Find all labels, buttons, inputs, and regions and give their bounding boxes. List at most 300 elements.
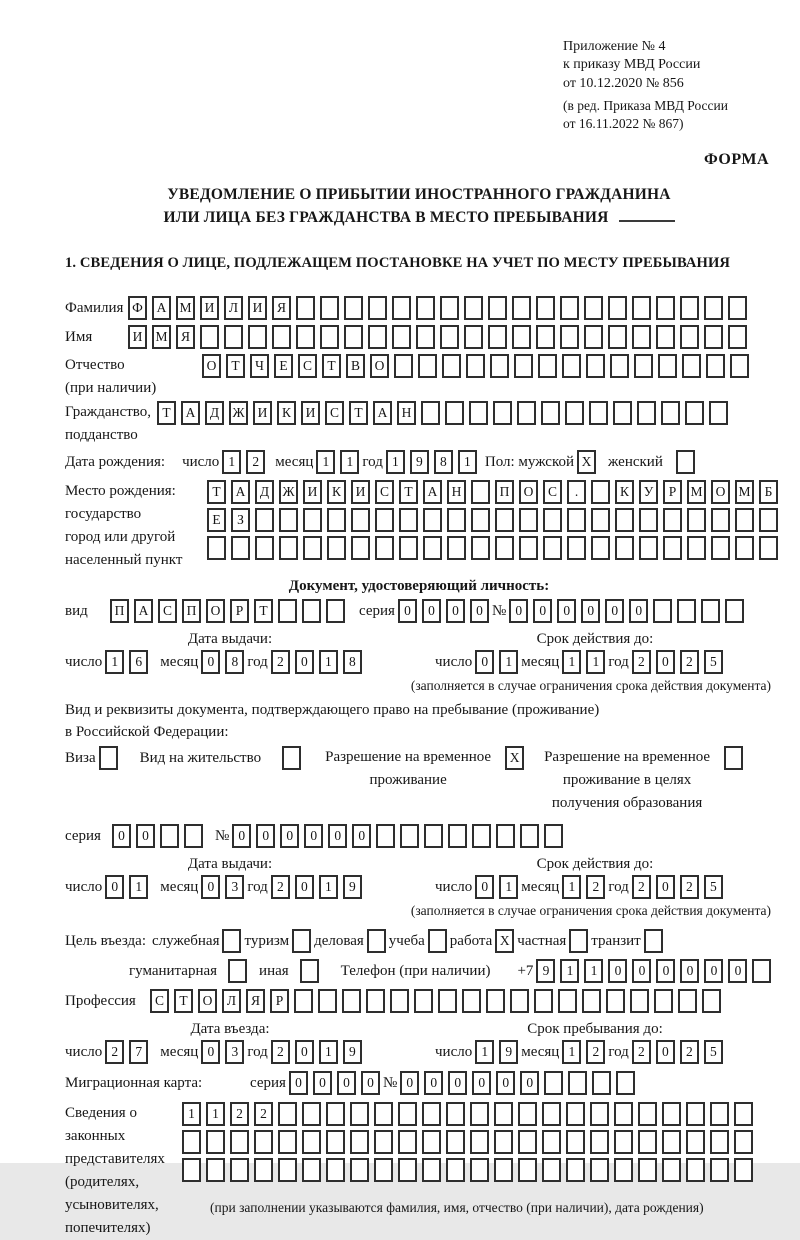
char-box[interactable]: С bbox=[325, 401, 344, 425]
char-box[interactable]: 0 bbox=[400, 1071, 419, 1095]
char-box[interactable] bbox=[518, 1102, 537, 1126]
char-box[interactable] bbox=[422, 1102, 441, 1126]
char-box[interactable]: 2 bbox=[632, 1040, 651, 1064]
char-box[interactable] bbox=[567, 508, 586, 532]
char-box[interactable]: X bbox=[577, 450, 596, 474]
char-box[interactable]: Н bbox=[397, 401, 416, 425]
char-box[interactable] bbox=[538, 354, 557, 378]
char-box[interactable]: П bbox=[182, 599, 201, 623]
char-box[interactable] bbox=[542, 1102, 561, 1126]
char-box[interactable] bbox=[514, 354, 533, 378]
char-box[interactable] bbox=[519, 508, 538, 532]
char-box[interactable] bbox=[496, 824, 515, 848]
char-box[interactable] bbox=[678, 989, 697, 1013]
char-box[interactable] bbox=[512, 296, 531, 320]
char-box[interactable]: 0 bbox=[280, 824, 299, 848]
char-box[interactable] bbox=[375, 508, 394, 532]
char-box[interactable]: О bbox=[198, 989, 217, 1013]
char-box[interactable] bbox=[630, 989, 649, 1013]
char-box[interactable] bbox=[494, 1102, 513, 1126]
char-box[interactable]: 2 bbox=[680, 1040, 699, 1064]
char-box[interactable] bbox=[662, 1130, 681, 1154]
char-box[interactable] bbox=[292, 929, 311, 953]
char-box[interactable] bbox=[615, 536, 634, 560]
char-box[interactable] bbox=[488, 325, 507, 349]
char-box[interactable] bbox=[447, 508, 466, 532]
char-box[interactable]: О bbox=[519, 480, 538, 504]
char-box[interactable]: А bbox=[181, 401, 200, 425]
char-box[interactable] bbox=[590, 1158, 609, 1182]
char-box[interactable]: 1 bbox=[386, 450, 405, 474]
char-box[interactable] bbox=[610, 354, 629, 378]
char-box[interactable] bbox=[566, 1102, 585, 1126]
char-box[interactable] bbox=[206, 1158, 225, 1182]
char-box[interactable] bbox=[207, 536, 226, 560]
char-box[interactable]: 1 bbox=[222, 450, 241, 474]
char-box[interactable] bbox=[464, 296, 483, 320]
char-box[interactable] bbox=[471, 480, 490, 504]
char-box[interactable] bbox=[470, 1130, 489, 1154]
char-box[interactable] bbox=[446, 1130, 465, 1154]
char-box[interactable]: 1 bbox=[586, 650, 605, 674]
char-box[interactable] bbox=[222, 929, 241, 953]
char-box[interactable] bbox=[326, 1158, 345, 1182]
char-box[interactable] bbox=[734, 1130, 753, 1154]
char-box[interactable] bbox=[724, 746, 743, 770]
char-box[interactable]: 7 bbox=[129, 1040, 148, 1064]
char-box[interactable]: И bbox=[248, 296, 267, 320]
char-box[interactable]: Е bbox=[274, 354, 293, 378]
char-box[interactable] bbox=[300, 959, 319, 983]
char-box[interactable]: 1 bbox=[182, 1102, 201, 1126]
char-box[interactable]: 0 bbox=[475, 650, 494, 674]
char-box[interactable] bbox=[676, 450, 695, 474]
char-box[interactable]: А bbox=[152, 296, 171, 320]
char-box[interactable]: А bbox=[373, 401, 392, 425]
char-box[interactable]: 0 bbox=[201, 650, 220, 674]
char-box[interactable]: 0 bbox=[328, 824, 347, 848]
char-box[interactable]: 0 bbox=[608, 959, 627, 983]
char-box[interactable]: 1 bbox=[319, 1040, 338, 1064]
char-box[interactable] bbox=[182, 1158, 201, 1182]
char-box[interactable] bbox=[414, 989, 433, 1013]
char-box[interactable]: 2 bbox=[632, 650, 651, 674]
char-box[interactable]: 0 bbox=[136, 824, 155, 848]
char-box[interactable] bbox=[517, 401, 536, 425]
char-box[interactable] bbox=[639, 536, 658, 560]
char-box[interactable] bbox=[231, 536, 250, 560]
char-box[interactable] bbox=[541, 401, 560, 425]
char-box[interactable] bbox=[448, 824, 467, 848]
char-box[interactable]: И bbox=[253, 401, 272, 425]
char-box[interactable] bbox=[494, 1130, 513, 1154]
char-box[interactable] bbox=[462, 989, 481, 1013]
char-box[interactable]: Я bbox=[272, 296, 291, 320]
char-box[interactable] bbox=[632, 296, 651, 320]
char-box[interactable]: 5 bbox=[704, 875, 723, 899]
char-box[interactable]: 0 bbox=[201, 875, 220, 899]
char-box[interactable] bbox=[586, 354, 605, 378]
char-box[interactable] bbox=[279, 508, 298, 532]
char-box[interactable]: 0 bbox=[289, 1071, 308, 1095]
char-box[interactable]: Т bbox=[226, 354, 245, 378]
char-box[interactable] bbox=[470, 1158, 489, 1182]
char-box[interactable]: Т bbox=[157, 401, 176, 425]
char-box[interactable] bbox=[278, 599, 297, 623]
char-box[interactable] bbox=[634, 354, 653, 378]
char-box[interactable] bbox=[224, 325, 243, 349]
char-box[interactable] bbox=[565, 401, 584, 425]
char-box[interactable]: С bbox=[375, 480, 394, 504]
char-box[interactable]: О bbox=[711, 480, 730, 504]
char-box[interactable]: 5 bbox=[704, 650, 723, 674]
char-box[interactable]: 2 bbox=[586, 1040, 605, 1064]
char-box[interactable] bbox=[296, 325, 315, 349]
char-box[interactable]: 1 bbox=[319, 650, 338, 674]
char-box[interactable]: 0 bbox=[352, 824, 371, 848]
char-box[interactable]: Е bbox=[207, 508, 226, 532]
char-box[interactable] bbox=[374, 1102, 393, 1126]
char-box[interactable]: Т bbox=[399, 480, 418, 504]
char-box[interactable]: 5 bbox=[704, 1040, 723, 1064]
char-box[interactable]: 1 bbox=[499, 650, 518, 674]
char-box[interactable] bbox=[632, 325, 651, 349]
char-box[interactable] bbox=[682, 354, 701, 378]
char-box[interactable] bbox=[608, 325, 627, 349]
char-box[interactable]: 2 bbox=[680, 650, 699, 674]
char-box[interactable] bbox=[318, 989, 337, 1013]
char-box[interactable]: 1 bbox=[458, 450, 477, 474]
char-box[interactable]: 0 bbox=[470, 599, 489, 623]
char-box[interactable] bbox=[254, 1130, 273, 1154]
char-box[interactable]: 0 bbox=[629, 599, 648, 623]
char-box[interactable] bbox=[582, 989, 601, 1013]
char-box[interactable]: 0 bbox=[295, 1040, 314, 1064]
char-box[interactable] bbox=[428, 929, 447, 953]
char-box[interactable]: 9 bbox=[499, 1040, 518, 1064]
char-box[interactable] bbox=[495, 536, 514, 560]
char-box[interactable] bbox=[639, 508, 658, 532]
char-box[interactable] bbox=[228, 959, 247, 983]
char-box[interactable]: 8 bbox=[225, 650, 244, 674]
char-box[interactable] bbox=[728, 296, 747, 320]
char-box[interactable] bbox=[706, 354, 725, 378]
char-box[interactable]: 0 bbox=[446, 599, 465, 623]
char-box[interactable]: 0 bbox=[448, 1071, 467, 1095]
char-box[interactable] bbox=[520, 824, 539, 848]
char-box[interactable] bbox=[392, 325, 411, 349]
char-box[interactable] bbox=[440, 296, 459, 320]
char-box[interactable] bbox=[759, 508, 778, 532]
char-box[interactable] bbox=[302, 599, 321, 623]
char-box[interactable]: П bbox=[110, 599, 129, 623]
char-box[interactable] bbox=[710, 1102, 729, 1126]
char-box[interactable] bbox=[160, 824, 179, 848]
char-box[interactable] bbox=[422, 1158, 441, 1182]
char-box[interactable] bbox=[680, 325, 699, 349]
char-box[interactable]: Р bbox=[270, 989, 289, 1013]
char-box[interactable]: 1 bbox=[560, 959, 579, 983]
char-box[interactable] bbox=[421, 401, 440, 425]
char-box[interactable] bbox=[606, 989, 625, 1013]
char-box[interactable] bbox=[710, 1130, 729, 1154]
char-box[interactable] bbox=[182, 1130, 201, 1154]
char-box[interactable] bbox=[662, 1102, 681, 1126]
char-box[interactable] bbox=[374, 1130, 393, 1154]
char-box[interactable] bbox=[254, 1158, 273, 1182]
char-box[interactable]: 9 bbox=[343, 875, 362, 899]
char-box[interactable]: 1 bbox=[562, 875, 581, 899]
char-box[interactable]: Р bbox=[230, 599, 249, 623]
char-box[interactable]: 2 bbox=[230, 1102, 249, 1126]
char-box[interactable] bbox=[272, 325, 291, 349]
char-box[interactable]: 0 bbox=[313, 1071, 332, 1095]
char-box[interactable]: К bbox=[615, 480, 634, 504]
char-box[interactable]: 0 bbox=[605, 599, 624, 623]
char-box[interactable] bbox=[711, 536, 730, 560]
char-box[interactable] bbox=[584, 296, 603, 320]
char-box[interactable]: 0 bbox=[398, 599, 417, 623]
char-box[interactable]: И bbox=[128, 325, 147, 349]
char-box[interactable]: 1 bbox=[562, 1040, 581, 1064]
char-box[interactable]: 0 bbox=[472, 1071, 491, 1095]
char-box[interactable]: 0 bbox=[475, 875, 494, 899]
char-box[interactable] bbox=[255, 536, 274, 560]
char-box[interactable] bbox=[568, 1071, 587, 1095]
char-box[interactable] bbox=[725, 599, 744, 623]
char-box[interactable] bbox=[320, 296, 339, 320]
char-box[interactable]: 8 bbox=[434, 450, 453, 474]
char-box[interactable] bbox=[589, 401, 608, 425]
char-box[interactable] bbox=[326, 599, 345, 623]
char-box[interactable] bbox=[230, 1158, 249, 1182]
char-box[interactable] bbox=[326, 1130, 345, 1154]
char-box[interactable] bbox=[302, 1158, 321, 1182]
char-box[interactable] bbox=[654, 989, 673, 1013]
char-box[interactable]: 0 bbox=[656, 650, 675, 674]
char-box[interactable] bbox=[303, 508, 322, 532]
char-box[interactable]: 0 bbox=[704, 959, 723, 983]
char-box[interactable] bbox=[278, 1102, 297, 1126]
char-box[interactable] bbox=[400, 824, 419, 848]
char-box[interactable] bbox=[661, 401, 680, 425]
char-box[interactable] bbox=[687, 508, 706, 532]
char-box[interactable] bbox=[296, 296, 315, 320]
char-box[interactable] bbox=[735, 536, 754, 560]
char-box[interactable] bbox=[447, 536, 466, 560]
char-box[interactable] bbox=[418, 354, 437, 378]
char-box[interactable] bbox=[376, 824, 395, 848]
char-box[interactable]: Ж bbox=[279, 480, 298, 504]
char-box[interactable] bbox=[394, 354, 413, 378]
char-box[interactable] bbox=[368, 325, 387, 349]
char-box[interactable]: 0 bbox=[112, 824, 131, 848]
char-box[interactable] bbox=[282, 746, 301, 770]
char-box[interactable]: 1 bbox=[584, 959, 603, 983]
char-box[interactable] bbox=[344, 325, 363, 349]
char-box[interactable] bbox=[702, 989, 721, 1013]
char-box[interactable] bbox=[512, 325, 531, 349]
char-box[interactable] bbox=[423, 508, 442, 532]
char-box[interactable]: 2 bbox=[105, 1040, 124, 1064]
char-box[interactable]: 9 bbox=[410, 450, 429, 474]
char-box[interactable] bbox=[592, 1071, 611, 1095]
char-box[interactable]: А bbox=[231, 480, 250, 504]
char-box[interactable] bbox=[350, 1102, 369, 1126]
char-box[interactable] bbox=[416, 296, 435, 320]
char-box[interactable] bbox=[734, 1158, 753, 1182]
char-box[interactable]: 2 bbox=[246, 450, 265, 474]
char-box[interactable] bbox=[638, 1102, 657, 1126]
char-box[interactable]: П bbox=[495, 480, 514, 504]
char-box[interactable] bbox=[644, 929, 663, 953]
char-box[interactable] bbox=[446, 1158, 465, 1182]
char-box[interactable]: М bbox=[176, 296, 195, 320]
char-box[interactable] bbox=[704, 325, 723, 349]
char-box[interactable]: 2 bbox=[254, 1102, 273, 1126]
char-box[interactable] bbox=[518, 1158, 537, 1182]
char-box[interactable] bbox=[536, 296, 555, 320]
char-box[interactable]: Н bbox=[447, 480, 466, 504]
char-box[interactable] bbox=[424, 824, 443, 848]
char-box[interactable]: И bbox=[301, 401, 320, 425]
char-box[interactable]: М bbox=[735, 480, 754, 504]
char-box[interactable] bbox=[350, 1158, 369, 1182]
char-box[interactable] bbox=[663, 536, 682, 560]
char-box[interactable] bbox=[200, 325, 219, 349]
char-box[interactable] bbox=[613, 401, 632, 425]
char-box[interactable]: К bbox=[277, 401, 296, 425]
char-box[interactable]: 0 bbox=[533, 599, 552, 623]
char-box[interactable] bbox=[342, 989, 361, 1013]
char-box[interactable] bbox=[392, 296, 411, 320]
char-box[interactable]: 1 bbox=[206, 1102, 225, 1126]
char-box[interactable]: 9 bbox=[343, 1040, 362, 1064]
char-box[interactable] bbox=[544, 1071, 563, 1095]
char-box[interactable] bbox=[399, 508, 418, 532]
char-box[interactable]: 0 bbox=[656, 959, 675, 983]
char-box[interactable]: О bbox=[370, 354, 389, 378]
char-box[interactable] bbox=[230, 1130, 249, 1154]
char-box[interactable] bbox=[567, 536, 586, 560]
char-box[interactable]: 3 bbox=[225, 1040, 244, 1064]
char-box[interactable]: И bbox=[200, 296, 219, 320]
char-box[interactable]: 0 bbox=[632, 959, 651, 983]
char-box[interactable] bbox=[302, 1130, 321, 1154]
char-box[interactable] bbox=[518, 1130, 537, 1154]
char-box[interactable] bbox=[591, 480, 610, 504]
char-box[interactable] bbox=[543, 508, 562, 532]
char-box[interactable]: 1 bbox=[319, 875, 338, 899]
char-box[interactable]: О bbox=[202, 354, 221, 378]
char-box[interactable]: 0 bbox=[581, 599, 600, 623]
char-box[interactable] bbox=[367, 929, 386, 953]
char-box[interactable]: С bbox=[150, 989, 169, 1013]
char-box[interactable]: 0 bbox=[105, 875, 124, 899]
char-box[interactable] bbox=[320, 325, 339, 349]
char-box[interactable]: Ф bbox=[128, 296, 147, 320]
char-box[interactable]: X bbox=[505, 746, 524, 770]
char-box[interactable]: М bbox=[687, 480, 706, 504]
char-box[interactable] bbox=[566, 1130, 585, 1154]
char-box[interactable]: 0 bbox=[361, 1071, 380, 1095]
char-box[interactable] bbox=[398, 1130, 417, 1154]
char-box[interactable] bbox=[728, 325, 747, 349]
char-box[interactable] bbox=[558, 989, 577, 1013]
char-box[interactable] bbox=[471, 508, 490, 532]
char-box[interactable] bbox=[255, 508, 274, 532]
char-box[interactable] bbox=[445, 401, 464, 425]
char-box[interactable]: З bbox=[231, 508, 250, 532]
char-box[interactable]: 1 bbox=[562, 650, 581, 674]
char-box[interactable] bbox=[590, 1102, 609, 1126]
char-box[interactable] bbox=[366, 989, 385, 1013]
char-box[interactable]: А bbox=[134, 599, 153, 623]
char-box[interactable] bbox=[469, 401, 488, 425]
char-box[interactable] bbox=[368, 296, 387, 320]
char-box[interactable] bbox=[99, 746, 118, 770]
char-box[interactable] bbox=[294, 989, 313, 1013]
char-box[interactable]: 0 bbox=[509, 599, 528, 623]
char-box[interactable]: 2 bbox=[271, 875, 290, 899]
char-box[interactable] bbox=[542, 1158, 561, 1182]
char-box[interactable]: Т bbox=[207, 480, 226, 504]
char-box[interactable] bbox=[637, 401, 656, 425]
char-box[interactable] bbox=[494, 1158, 513, 1182]
char-box[interactable] bbox=[656, 296, 675, 320]
char-box[interactable]: 0 bbox=[656, 875, 675, 899]
char-box[interactable]: В bbox=[346, 354, 365, 378]
char-box[interactable]: 0 bbox=[304, 824, 323, 848]
char-box[interactable] bbox=[351, 508, 370, 532]
char-box[interactable] bbox=[446, 1102, 465, 1126]
char-box[interactable]: 2 bbox=[680, 875, 699, 899]
char-box[interactable] bbox=[536, 325, 555, 349]
char-box[interactable]: 1 bbox=[475, 1040, 494, 1064]
char-box[interactable] bbox=[399, 536, 418, 560]
char-box[interactable]: 1 bbox=[316, 450, 335, 474]
char-box[interactable]: О bbox=[206, 599, 225, 623]
char-box[interactable] bbox=[470, 1102, 489, 1126]
char-box[interactable] bbox=[416, 325, 435, 349]
char-box[interactable] bbox=[471, 536, 490, 560]
char-box[interactable] bbox=[677, 599, 696, 623]
char-box[interactable]: 0 bbox=[520, 1071, 539, 1095]
char-box[interactable]: 0 bbox=[680, 959, 699, 983]
char-box[interactable]: 0 bbox=[232, 824, 251, 848]
char-box[interactable]: 0 bbox=[337, 1071, 356, 1095]
char-box[interactable]: Т bbox=[322, 354, 341, 378]
char-box[interactable] bbox=[206, 1130, 225, 1154]
char-box[interactable]: 0 bbox=[422, 599, 441, 623]
char-box[interactable] bbox=[638, 1158, 657, 1182]
char-box[interactable] bbox=[658, 354, 677, 378]
char-box[interactable]: 1 bbox=[105, 650, 124, 674]
char-box[interactable] bbox=[510, 989, 529, 1013]
char-box[interactable] bbox=[591, 536, 610, 560]
char-box[interactable] bbox=[752, 959, 771, 983]
char-box[interactable] bbox=[662, 1158, 681, 1182]
char-box[interactable] bbox=[562, 354, 581, 378]
char-box[interactable]: 0 bbox=[295, 875, 314, 899]
char-box[interactable]: 0 bbox=[256, 824, 275, 848]
char-box[interactable]: Р bbox=[663, 480, 682, 504]
char-box[interactable] bbox=[279, 536, 298, 560]
char-box[interactable]: Д bbox=[255, 480, 274, 504]
char-box[interactable] bbox=[704, 296, 723, 320]
char-box[interactable]: Т bbox=[174, 989, 193, 1013]
char-box[interactable] bbox=[566, 1158, 585, 1182]
